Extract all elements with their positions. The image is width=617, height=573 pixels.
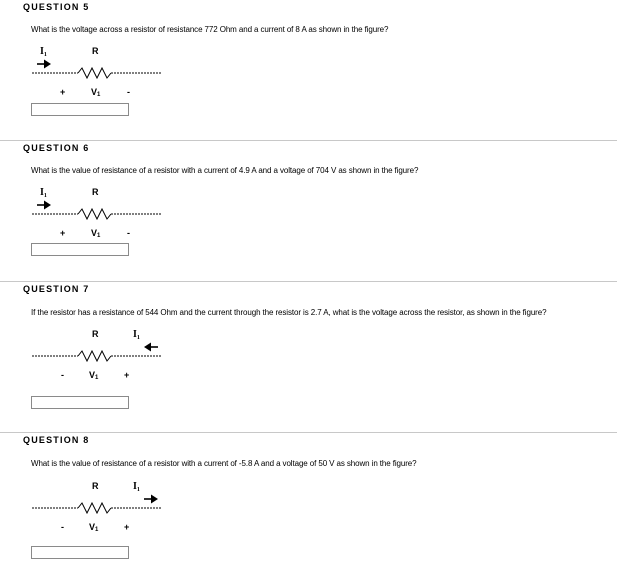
resistor-icon <box>78 209 111 219</box>
current-label: $I_1$ <box>40 187 47 199</box>
polarity-left: - <box>61 370 64 380</box>
question-heading: QUESTION 8 <box>23 435 90 445</box>
resistor-label: R <box>92 187 99 197</box>
voltage-label: V1 <box>89 370 99 381</box>
question-heading: QUESTION 6 <box>23 143 90 153</box>
question-divider <box>0 140 617 141</box>
current-arrow-left-icon <box>144 343 158 352</box>
resistor-icon <box>78 351 111 361</box>
current-arrow-right-icon <box>37 60 51 69</box>
polarity-left: - <box>61 522 64 532</box>
question-text: What is the voltage across a resistor of resistance 772 Ohm and a current of 8 A as shown in the figure? <box>31 25 389 34</box>
answer-input[interactable] <box>31 103 129 116</box>
resistor-icon <box>78 68 111 78</box>
question-divider <box>0 281 617 282</box>
voltage-label: V1 <box>89 522 99 533</box>
polarity-right: + <box>124 370 130 380</box>
circuit-figure <box>30 185 170 240</box>
current-label: $I_1$ <box>133 481 140 493</box>
resistor-label: R <box>92 46 99 56</box>
circuit-figure <box>30 479 170 534</box>
circuit-figure <box>30 327 170 382</box>
polarity-left: + <box>60 228 66 238</box>
polarity-right: + <box>124 522 130 532</box>
current-label: $I_1$ <box>40 46 47 58</box>
voltage-label: V1 <box>91 87 101 98</box>
resistor-icon <box>78 503 111 513</box>
polarity-right: - <box>127 87 130 97</box>
question-text: What is the value of resistance of a resistor with a current of -5.8 A and a voltage of 50 V as shown in the figure? <box>31 459 417 468</box>
current-arrow-right-icon <box>37 201 51 210</box>
answer-input[interactable] <box>31 243 129 256</box>
question-heading: QUESTION 5 <box>23 2 90 12</box>
polarity-right: - <box>127 228 130 238</box>
question-text: If the resistor has a resistance of 544 Ohm and the current through the resistor is 2.7 A, what is the voltage across the resistor, as shown in the figure? <box>31 308 547 317</box>
current-arrow-right-icon <box>144 495 158 504</box>
question-text: What is the value of resistance of a resistor with a current of 4.9 A and a voltage of 704 V as shown in the figure? <box>31 166 419 175</box>
circuit-figure <box>30 44 170 99</box>
polarity-left: + <box>60 87 66 97</box>
current-label: $I_1$ <box>133 329 140 341</box>
question-divider <box>0 432 617 433</box>
voltage-label: V1 <box>91 228 101 239</box>
answer-input[interactable] <box>31 396 129 409</box>
resistor-label: R <box>92 329 99 339</box>
answer-input[interactable] <box>31 546 129 559</box>
question-heading: QUESTION 7 <box>23 284 90 294</box>
resistor-label: R <box>92 481 99 491</box>
